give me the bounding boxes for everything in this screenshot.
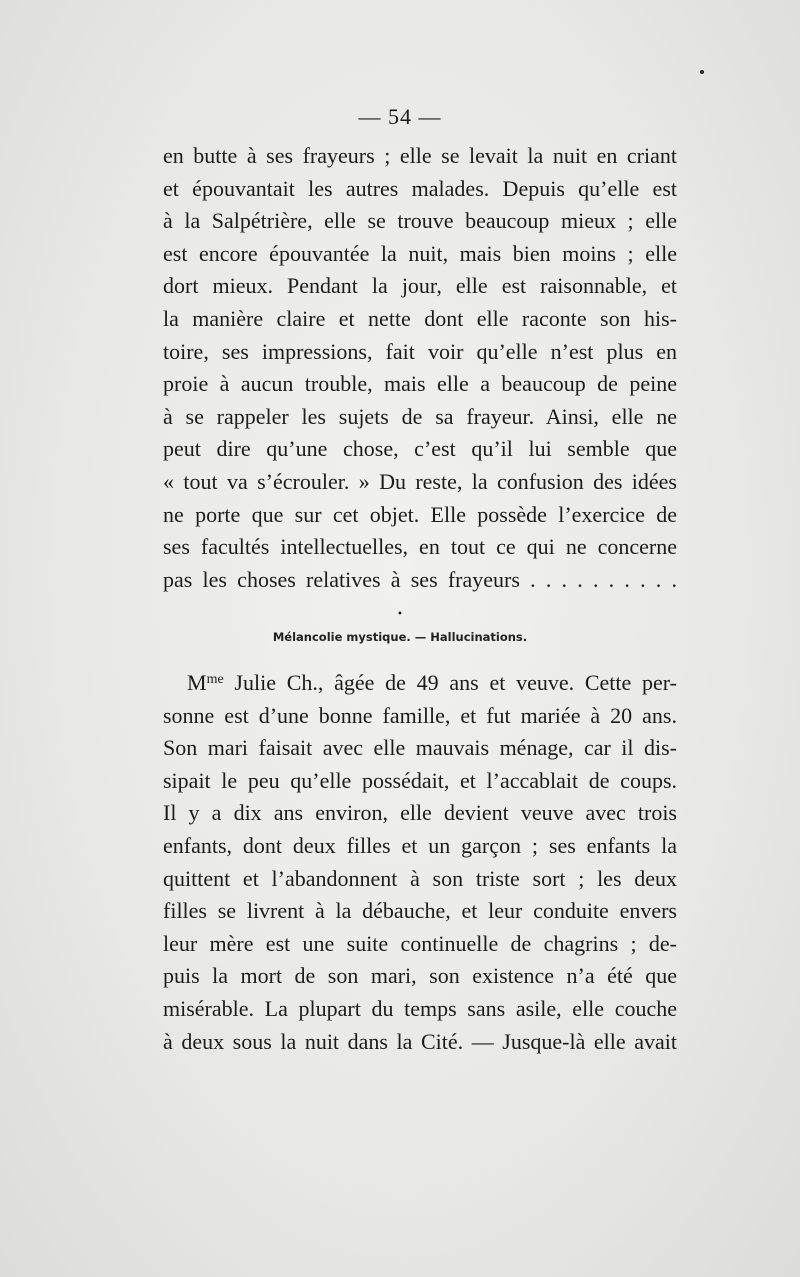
text-line: leur mère est une suite continuelle de chagrins ; de- [163,930,677,956]
text-line: « tout va s’écrouler. » Du reste, la confusion des idées [163,468,677,494]
paragraph-1 [163,140,677,596]
text-line: toire, ses impressions, fait voir qu’elle n’est plus en [163,338,677,364]
text-line-first [163,667,677,700]
text-line: est encore épouvantée la nuit, mais bien moins ; elle [163,240,677,266]
text-line: quittent et l’abandonnent à son triste sort ; les deux [163,865,677,891]
text-line: pas les choses relatives à ses frayeurs . . . . . . . . . . [163,566,677,592]
text-line: misérable. La plupart du temps sans asile, elle couche [163,995,677,1021]
text-line: enfants, dont deux filles et un garçon ; ses enfants la [163,832,677,858]
paragraph-2 [163,667,677,1058]
text-line: puis la mort de son mari, son existence n’a été que [163,963,677,989]
text-line: la manière claire et nette dont elle raconte son his- [163,305,677,331]
text-line: en butte à ses frayeurs ; elle se levait la nuit en criant [163,143,677,168]
text-line: ne porte que sur cet objet. Elle possède l’exercice de [163,501,677,527]
text-line: dort mieux. Pendant la jour, elle est raisonnable, et [163,273,677,299]
text-line: Son mari faisait avec elle mauvais ménage, car il dis- [163,735,677,761]
text-line: à deux sous la nuit dans la Cité. — Jusque-là elle avait [163,1028,677,1054]
first-line-text: Julie Ch., âgée de 49 ans et veuve. Cette per- [223,670,677,695]
page-number: — 54 — [358,104,442,129]
text-line: ses facultés intellectuelles, en tout ce qui ne concerne [163,534,677,560]
title-prefix: M [187,670,207,695]
ink-speck [700,70,704,74]
text-line: peut dire qu’une chose, c’est qu’il lui semble que [163,436,677,462]
section-dot: • [397,609,403,620]
text-line: sipait le peu qu’elle possédait, et l’accablait de coups. [163,767,677,793]
section-heading: Mélancolie mystique. — Hallucinations. [272,630,528,644]
text-line: à la Salpétrière, elle se trouve beaucoup mieux ; elle [163,208,677,234]
text-line: filles se livrent à la débauche, et leur conduite envers [163,898,677,924]
text-line: sonne est d’une bonne famille, et fut mariée à 20 ans. [163,702,677,728]
text-line: proie à aucun trouble, mais elle a beaucoup de peine [163,371,677,397]
title-superscript: me [206,672,224,687]
text-line: et épouvantait les autres malades. Depuis qu’elle est [163,175,677,201]
text-line: à se rappeler les sujets de sa frayeur. Ainsi, elle ne [163,403,677,429]
text-line: Il y a dix ans environ, elle devient veuve avec trois [163,800,677,826]
